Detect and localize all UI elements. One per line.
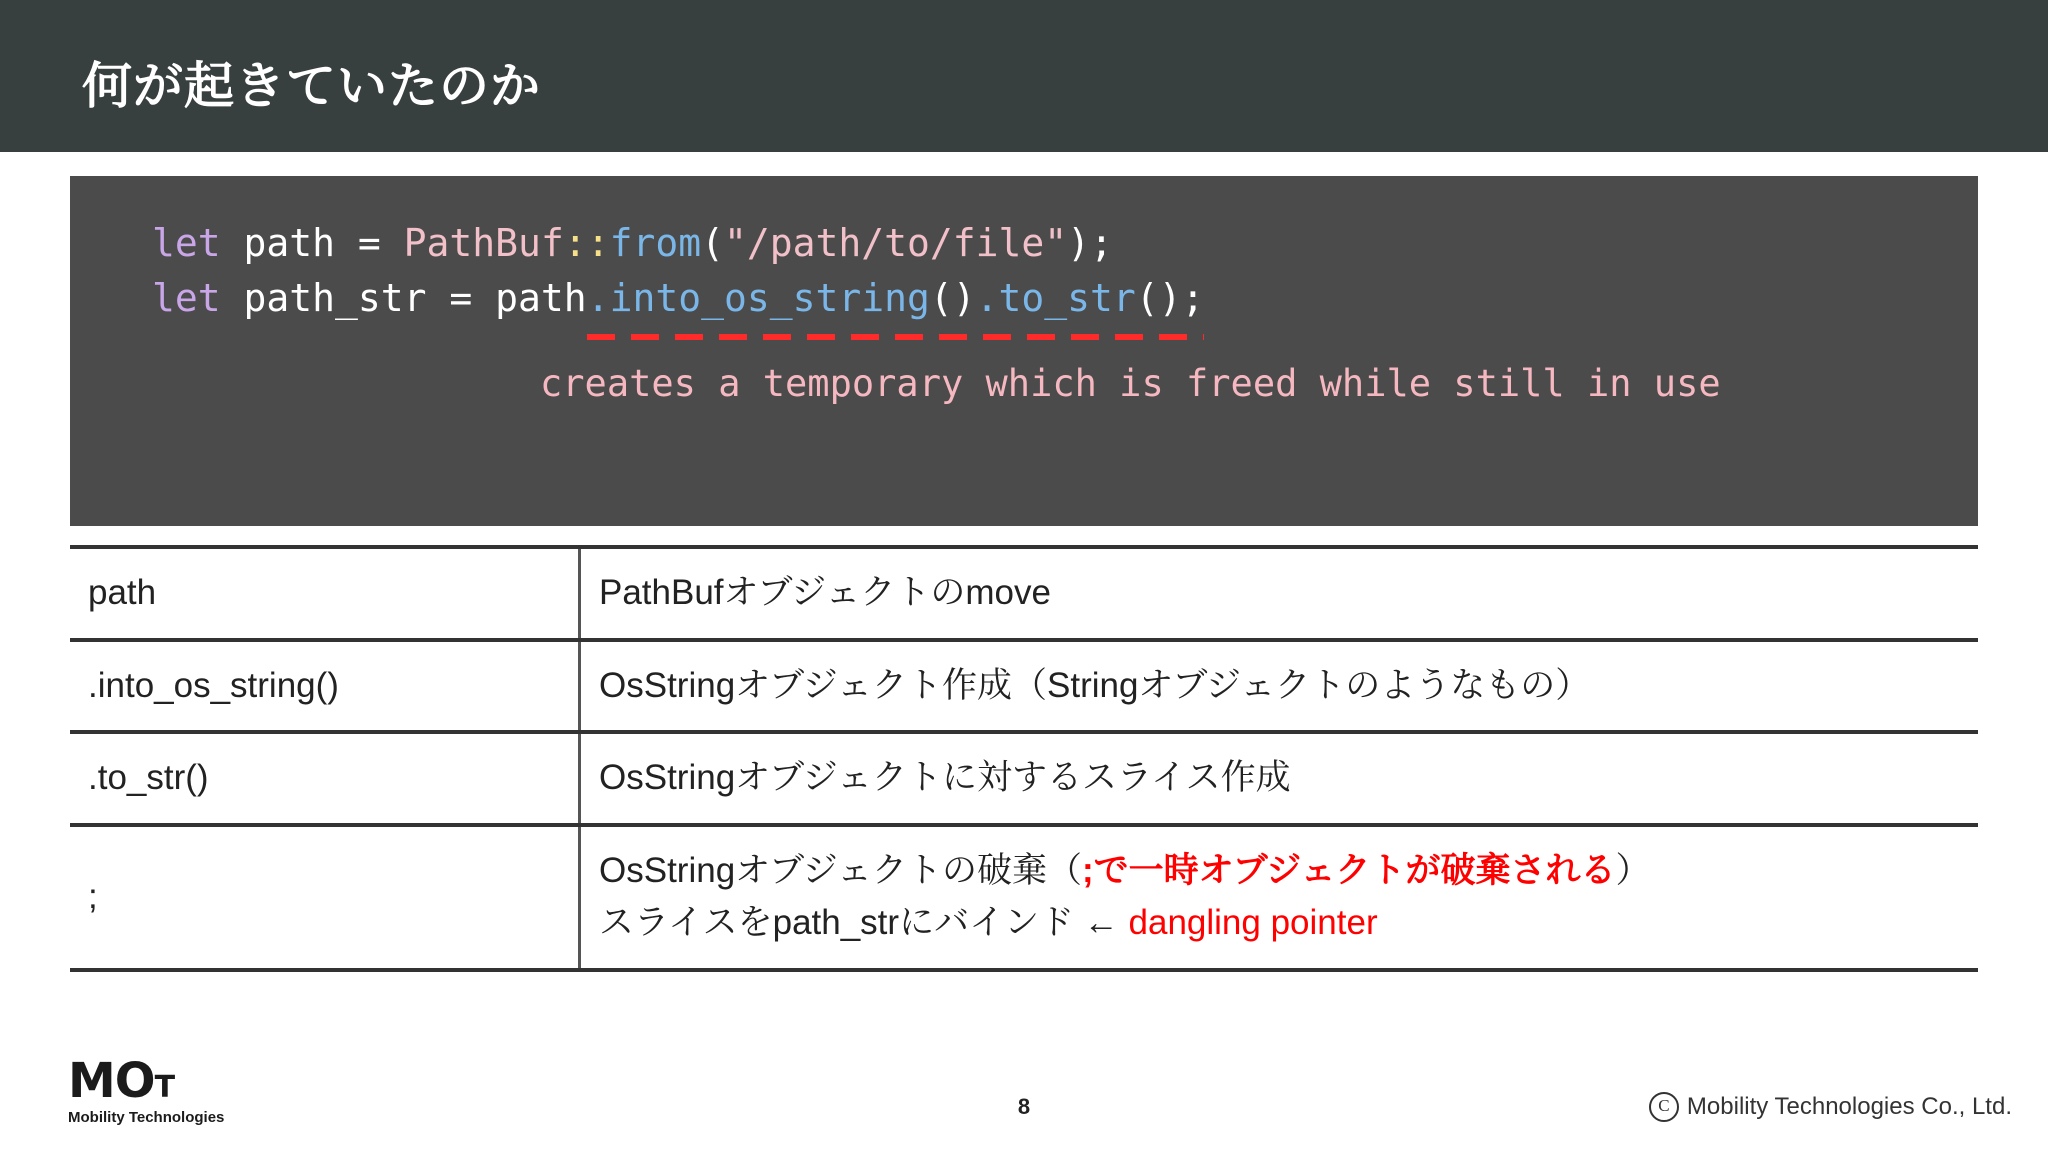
table-row — [70, 732, 1978, 825]
desc-line-2 — [599, 897, 1978, 950]
table-cell-desc: OsStringオブジェクト作成（Stringオブジェクトのようなもの） — [580, 640, 1979, 733]
code-var-path: path = — [220, 221, 404, 265]
page-number: 8 — [1017, 1094, 1031, 1119]
table-row — [70, 825, 1978, 970]
table-row — [70, 640, 1978, 733]
table-cell-desc — [580, 825, 1979, 970]
table-cell-desc: PathBufオブジェクトのmove — [580, 547, 1979, 640]
desc-text-part1: OsStringオブジェクトの破棄（ — [599, 850, 1083, 890]
explanation-table — [70, 545, 1978, 972]
code-annotation: creates a temporary which is freed while still in use — [540, 362, 1721, 406]
paren-pair-1: () — [929, 276, 976, 321]
string-literal-path: "/path/to/file" — [724, 221, 1068, 265]
desc-highlight: ;で一時オブジェクトが破棄される — [1082, 850, 1616, 890]
table-cell-term: .into_os_string() — [70, 640, 580, 733]
fn-from: from — [609, 221, 702, 265]
semicolon: ; — [1181, 276, 1205, 321]
keyword-let: let — [152, 221, 221, 265]
table-cell-term: .to_str() — [70, 732, 580, 825]
slide-header — [0, 0, 2048, 152]
code-var-path-str: path_str = path — [220, 276, 587, 321]
logo-letter-m: M — [68, 1053, 115, 1109]
logo-letter-t: T — [154, 1070, 175, 1105]
logo-letter-o: O — [114, 1053, 155, 1109]
paren-pair-2: () — [1135, 276, 1182, 321]
code-line-2 — [70, 271, 1978, 326]
table-row — [70, 547, 1978, 640]
paren-close-semicolon: ); — [1067, 221, 1113, 265]
copyright-notice — [1649, 1092, 2012, 1122]
type-pathbuf: PathBuf — [403, 221, 564, 265]
method-to-str: .to_str — [975, 276, 1136, 321]
table-cell-desc: OsStringオブジェクトに対するスライス作成 — [580, 732, 1979, 825]
path-separator: :: — [563, 221, 610, 265]
desc-line2-text: スライスをpath_strにバインド ← — [599, 903, 1129, 942]
underlined-chain — [587, 271, 1205, 326]
desc-text-part2: ） — [1615, 850, 1651, 890]
table-cell-term: ; — [70, 825, 580, 970]
code-line-1 — [70, 216, 1978, 271]
logo-text: Mobility Technologies — [68, 1109, 225, 1126]
red-dashed-underline — [587, 334, 1205, 340]
code-block — [70, 176, 1978, 526]
keyword-let-2: let — [152, 276, 221, 321]
desc-line-1 — [599, 845, 1978, 898]
method-into-os-string: .into_os_string — [586, 276, 930, 321]
copyright-icon: C — [1649, 1092, 1679, 1122]
copyright-text: Mobility Technologies Co., Ltd. — [1686, 1093, 2012, 1120]
table-cell-term: path — [70, 547, 580, 640]
dangling-pointer-label: dangling pointer — [1128, 903, 1378, 942]
page-title: 何が起きていたのか — [82, 58, 541, 114]
paren-open: ( — [701, 221, 724, 265]
